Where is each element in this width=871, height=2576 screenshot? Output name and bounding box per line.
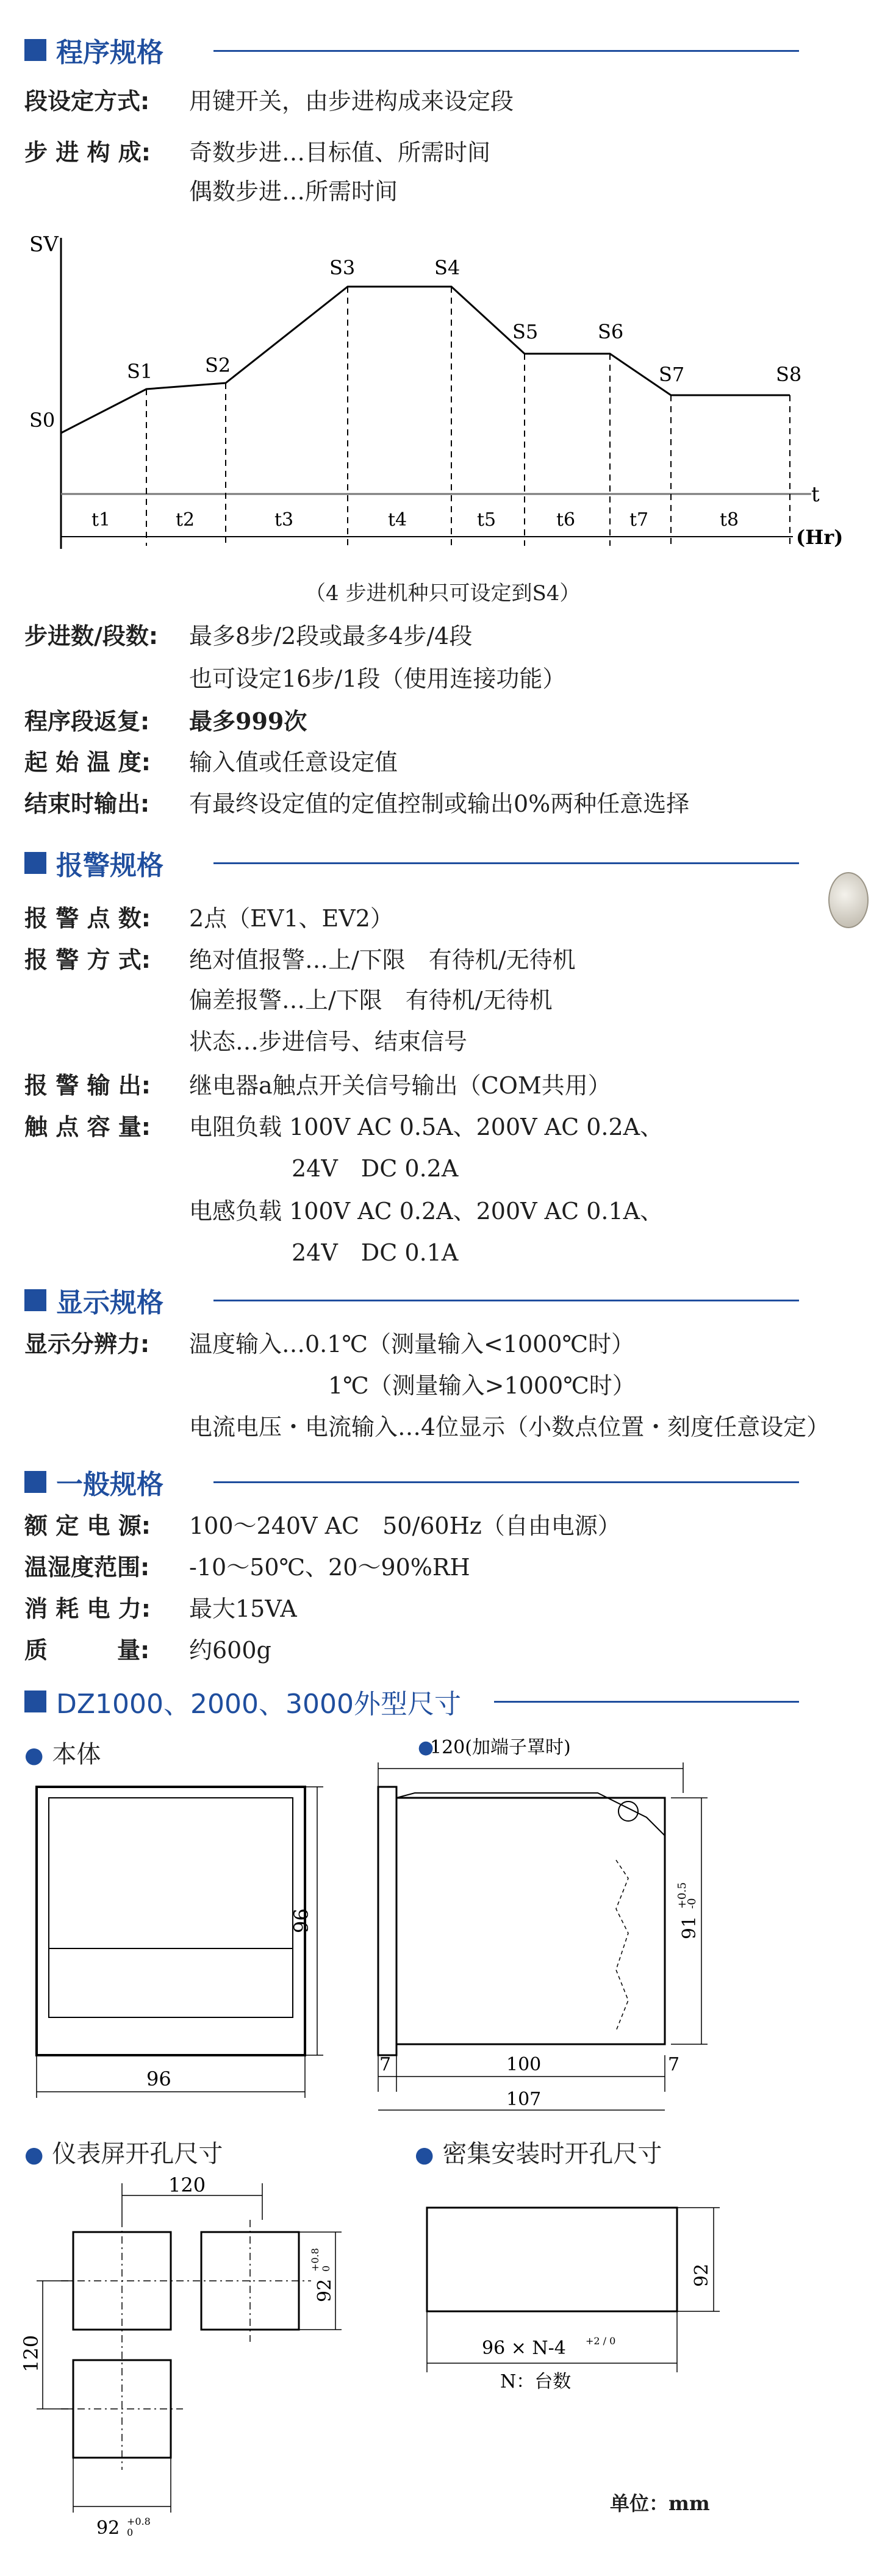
- spec-row: 起 始 温 度: 输入值或任意设定值: [24, 749, 398, 776]
- point-label: S8: [776, 363, 802, 386]
- spec-row: 段设定方式: 用键开关，由步进构成来设定段: [24, 88, 514, 115]
- point-label: S3: [329, 256, 356, 279]
- spec-row: 结束时输出: 有最终设定值的定值控制或输出0%两种任意选择: [24, 790, 690, 817]
- section-title-display: 显示规格: [24, 1282, 163, 1318]
- section-marker-icon: [24, 39, 46, 61]
- chart-caption: （4 步进机种只可设定到S4）: [305, 581, 581, 606]
- front-height-value: 96: [290, 1908, 313, 1933]
- panel-cutout-drawing: [20, 2171, 390, 2549]
- side-body-depth: 100: [506, 2054, 542, 2075]
- section-marker-icon: [24, 852, 46, 874]
- interval-label: t4: [388, 509, 407, 531]
- section-marker-icon: [24, 1471, 46, 1493]
- interval-label: t7: [629, 509, 649, 531]
- bullet-dense-cutout: ● 密集安装时开孔尺寸: [415, 2140, 662, 2168]
- interval-label: t2: [176, 509, 195, 531]
- y-axis-label: SV: [29, 232, 59, 257]
- section-marker-icon: [24, 1690, 46, 1712]
- unit-label: (Hr): [796, 526, 844, 549]
- point-label: S0: [29, 409, 56, 432]
- point-label: S6: [598, 320, 624, 343]
- interval-label: t3: [274, 509, 294, 531]
- spec-row: 程序段返复: 最多999次: [24, 707, 307, 735]
- section-title-dimensions: DZ1000、2000、3000外型尺寸: [24, 1683, 461, 1720]
- interval-label: t1: [91, 509, 111, 531]
- cutout-tol-plus: +0.8: [309, 2248, 321, 2272]
- section-title-general: 一般规格: [24, 1464, 163, 1500]
- section-divider: [213, 862, 799, 864]
- spec-row: 报 警 点 数: 2点（EV1、EV2）: [24, 905, 393, 932]
- spec-row-continued: 24V DC 0.1A: [292, 1239, 459, 1266]
- side-height-value: 91: [679, 1916, 700, 1939]
- spec-row: 温湿度范围: -10～50℃、20～90%RH: [24, 1554, 470, 1581]
- spec-row-continued: 也可设定16步/1段（使用连接功能）: [189, 665, 566, 692]
- program-curve: [61, 287, 790, 433]
- dense-width-tolerance: +2 / 0: [586, 2335, 616, 2347]
- bullet-dot-icon: ●: [415, 2142, 434, 2167]
- section-divider: [213, 50, 799, 52]
- section-divider: [494, 1701, 799, 1703]
- section-title-alarm: 报警规格: [24, 845, 163, 881]
- spec-row: 额 定 电 源: 100～240V AC 50/60Hz（自由电源）: [24, 1512, 621, 1539]
- bullet-dot-icon: ●: [418, 1737, 434, 1758]
- spec-row: 报 警 方 式: 绝对值报警…上/下限 有待机/无待机: [24, 946, 576, 973]
- front-width-value: 96: [146, 2067, 171, 2091]
- dense-cutout-drawing: [403, 2171, 842, 2439]
- spec-row-continued: 电流电压・电流输入…4位显示（小数点位置・刻度任意设定）: [189, 1414, 830, 1440]
- spec-row-continued: 1℃（测量输入>1000℃时）: [328, 1372, 636, 1399]
- spec-row: 步 进 构 成: 奇数步进…目标值、所需时间: [24, 139, 491, 166]
- interval-label: t6: [556, 509, 576, 531]
- section-title-program: 程序规格: [24, 32, 163, 68]
- side-height-tol-minus: -0: [686, 1898, 698, 1909]
- cutout-tol-minus: 0: [127, 2527, 134, 2538]
- cutout-pitch-horizontal: 120: [168, 2174, 206, 2197]
- decorative-knob-icon: [828, 872, 869, 928]
- spec-row: 步进数/段数: 最多8步/2段或最多4步/4段: [24, 623, 473, 649]
- cutout-pitch-vertical: 120: [20, 2334, 43, 2372]
- side-total-length: 120(加端子罩时): [430, 1737, 571, 1758]
- spec-row: 显示分辨力: 温度输入…0.1℃（测量输入<1000℃时）: [24, 1331, 634, 1358]
- point-label: S1: [127, 360, 153, 383]
- point-label: S2: [205, 354, 231, 377]
- section-divider: [213, 1300, 799, 1301]
- cutout-hole-size-horizontal: 92: [96, 2517, 120, 2539]
- bullet-dot-icon: ●: [24, 2142, 44, 2167]
- spec-row: 质 量: 约600g: [24, 1637, 271, 1664]
- point-label: S7: [659, 363, 685, 386]
- side-right-gap: 7: [668, 2054, 680, 2075]
- side-left-gap: 7: [379, 2054, 392, 2075]
- bullet-panel-cutout: ● 仪表屏开孔尺寸: [24, 2140, 223, 2168]
- x-axis-label: t: [811, 482, 820, 507]
- cutout-hole-size-vertical: 92: [314, 2278, 335, 2302]
- spec-row-continued: 电感负载 100V AC 0.2A、200V AC 0.1A、: [189, 1198, 664, 1225]
- interval-label: t5: [477, 509, 496, 531]
- interval-label: t8: [720, 509, 739, 531]
- point-label: S5: [512, 320, 539, 343]
- side-height-tol-plus: +0.5: [676, 1882, 689, 1909]
- spec-row-continued: 偏差报警…上/下限 有待机/无待机: [189, 987, 553, 1014]
- spec-row: 报 警 输 出: 继电器a触点开关信号输出（COM共用）: [24, 1072, 611, 1099]
- cutout-tol-minus: 0: [320, 2265, 332, 2272]
- section-marker-icon: [24, 1289, 46, 1311]
- bullet-body: ● 本体: [24, 1741, 101, 1769]
- dense-n-note: N：台数: [500, 2371, 572, 2392]
- side-view-drawing: [342, 1726, 842, 2116]
- bullet-dot-icon: ●: [24, 1743, 44, 1768]
- section-divider: [213, 1481, 799, 1483]
- dense-width-formula: 96 × N-4: [482, 2338, 566, 2359]
- spec-row: 触 点 容 量: 电阻负载 100V AC 0.5A、200V AC 0.2A、: [24, 1114, 664, 1140]
- dense-height-value: 92: [691, 2263, 712, 2287]
- spec-row-continued: 偶数步进…所需时间: [189, 178, 398, 205]
- spec-row-continued: 状态…步进信号、结束信号: [189, 1028, 468, 1055]
- program-pattern-chart: [24, 226, 842, 567]
- side-overall-depth: 107: [506, 2089, 542, 2110]
- cutout-tol-plus: +0.8: [127, 2516, 151, 2527]
- front-view-drawing: [24, 1769, 329, 2110]
- spec-row-continued: 24V DC 0.2A: [292, 1155, 459, 1182]
- spec-row: 消 耗 电 力: 最大15VA: [24, 1595, 297, 1622]
- unit-note: 单位：mm: [610, 2492, 710, 2515]
- point-label: S4: [434, 256, 461, 279]
